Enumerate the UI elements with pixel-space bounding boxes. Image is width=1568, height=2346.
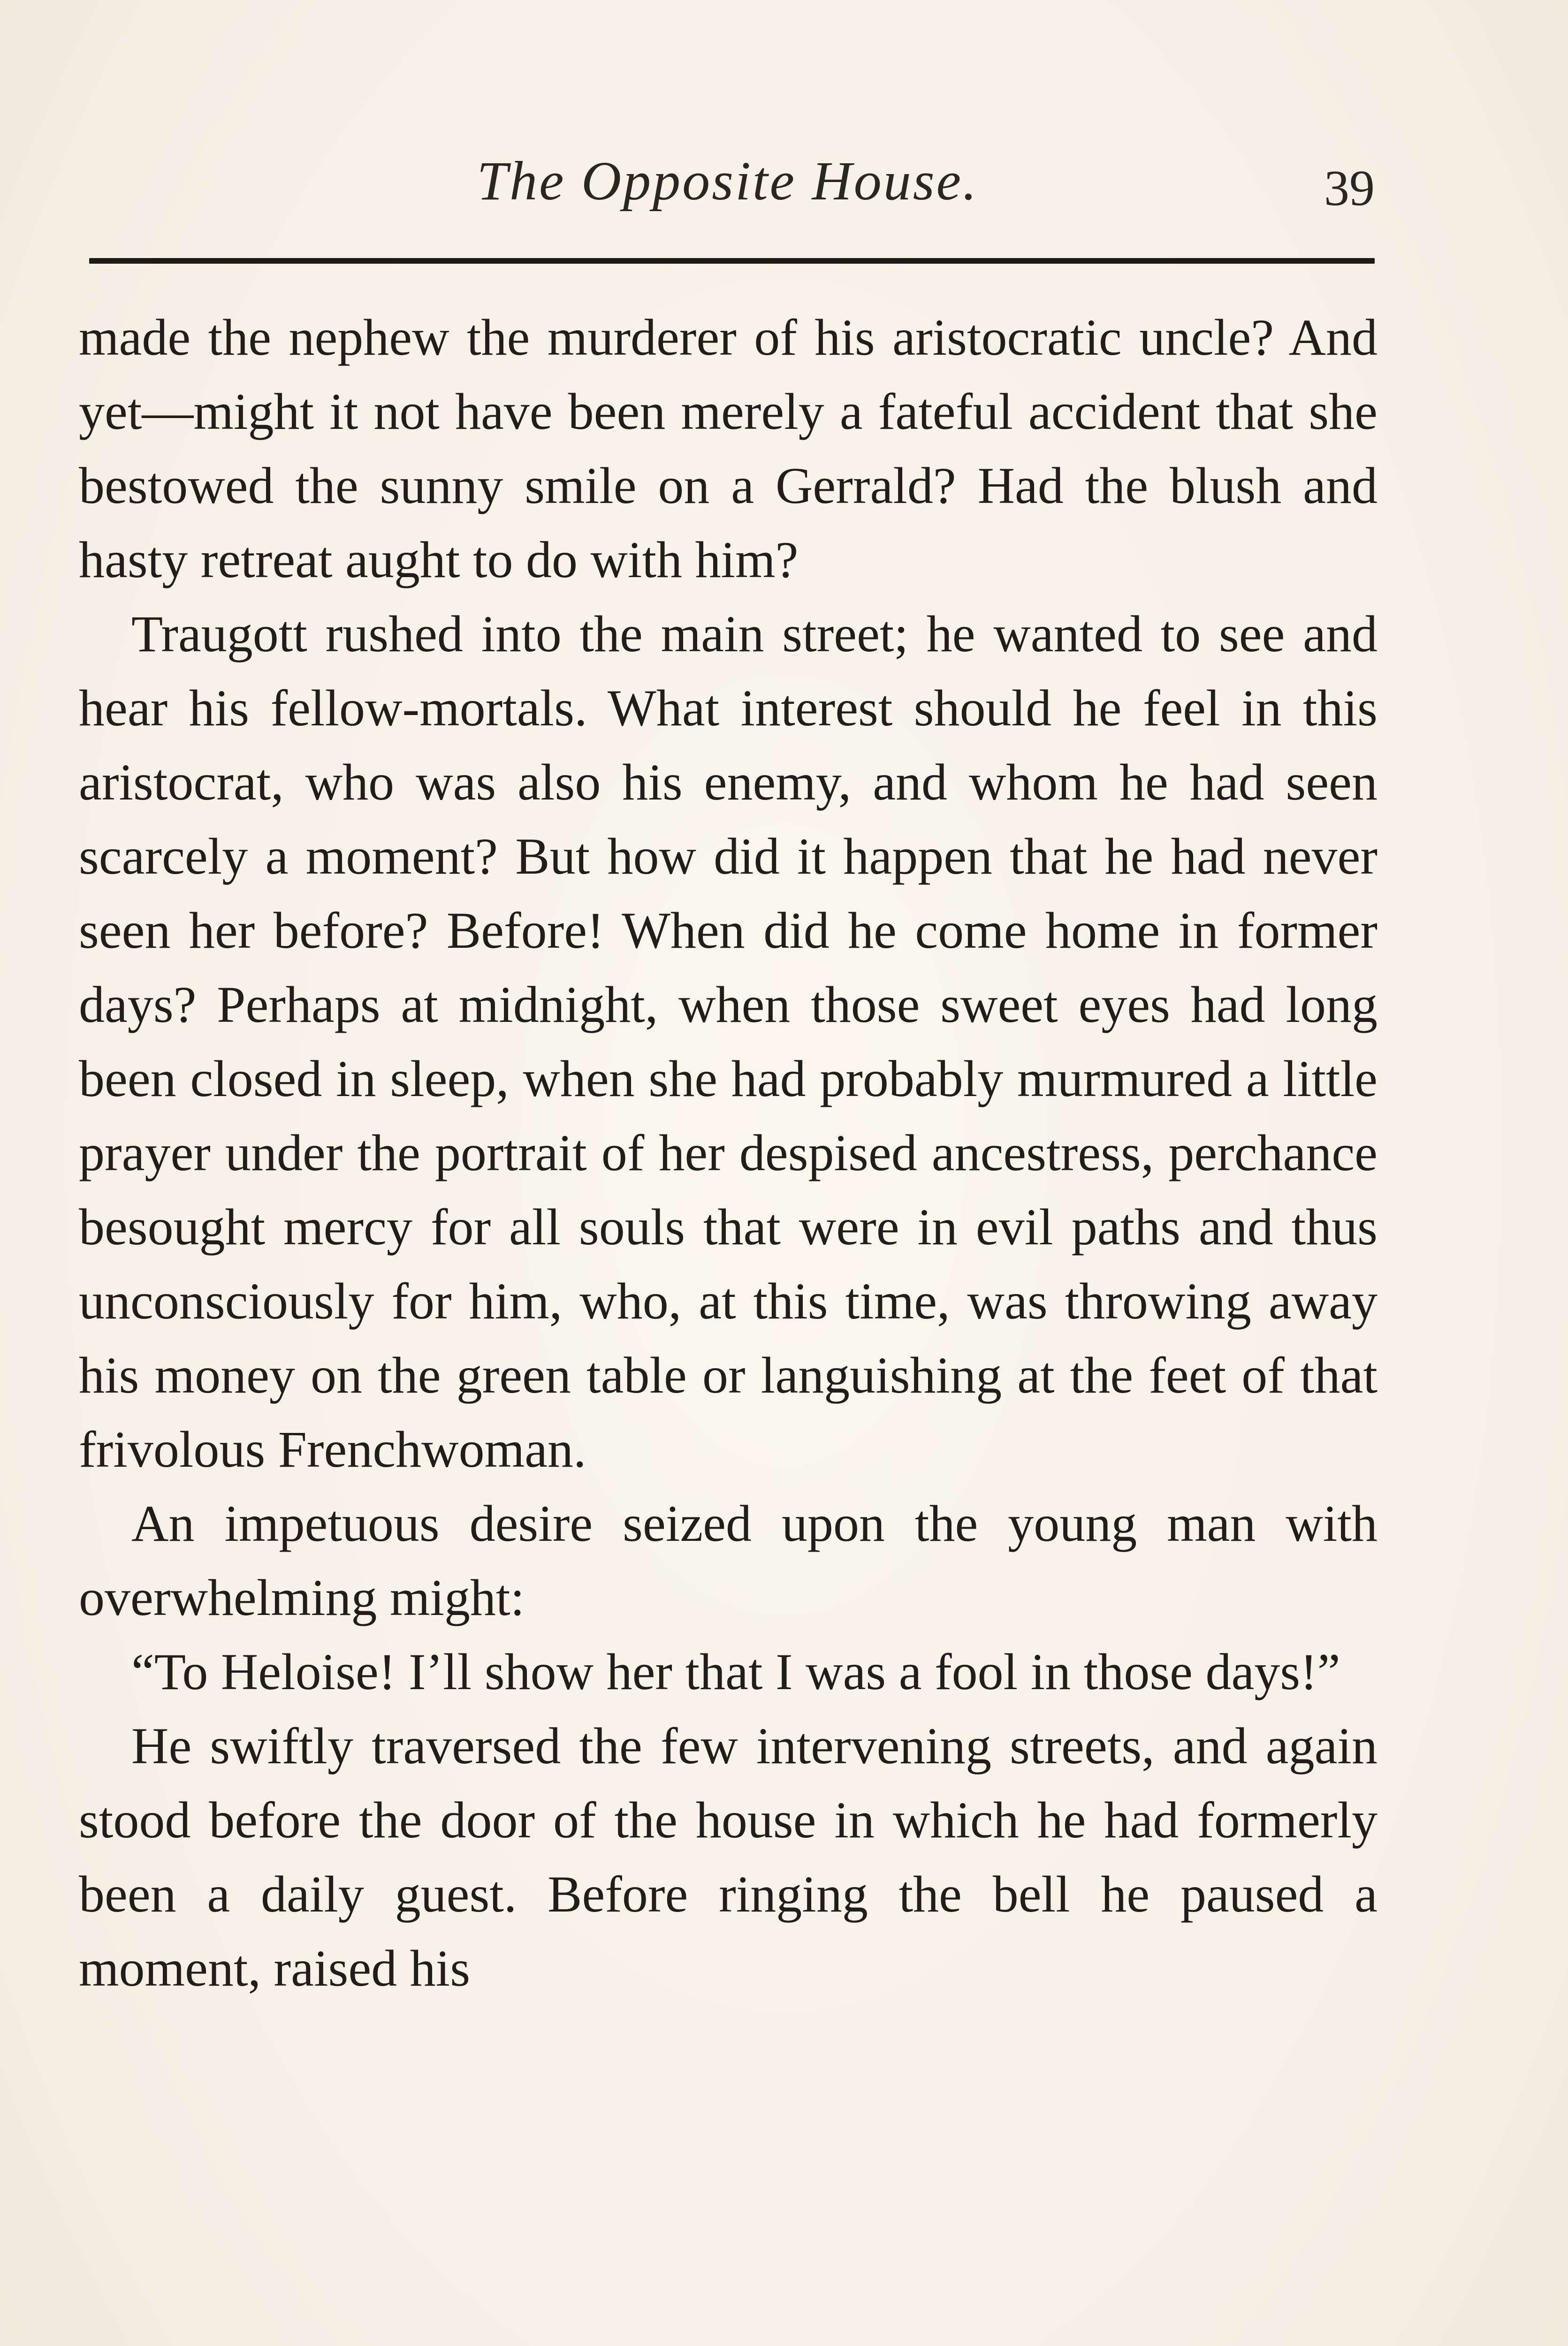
page-number: 39 — [1324, 160, 1375, 216]
paragraph-1: made the nephew the murderer of his aristocratic uncle? And yet—might it not have been merely a fateful accident that she bestowed the sunny smile on a Gerrald? Had the blush and hasty retreat aught to do with him? — [79, 309, 1378, 588]
paragraph-3: An impetuous desire seized upon the young man with overwhelming might: — [79, 1495, 1378, 1626]
running-head — [81, 149, 1375, 234]
paragraph-4: “To Heloise! I’ll show her that I was a fool in those days!” — [131, 1643, 1340, 1700]
paragraph-5: He swiftly traversed the few intervening streets, and again stood before the door of the house in which he had formerly been a daily guest. Before ringing the bell he paused a moment, raised his — [79, 1717, 1378, 1997]
running-title: The Opposite House. — [477, 150, 979, 212]
body-text — [79, 300, 1378, 2005]
paragraph-2: Traugott rushed into the main street; he wanted to see and hear his fellow-mortals. What interest should he feel in this aristocrat, who was also his enemy, and whom he had seen scarcely a moment? But how did it happen that he had never seen her before? Before! When did he come home in former days? Perhaps at midnight, when those sweet eyes had long been closed in sleep, when she had probably murmured a little prayer under the portrait of her despised ancestress, perchance besought mercy for all souls that were in evil paths and thus unconsciously for him, who, at this time, was throwing away his money on the green table or languishing at the feet of that frivolous Frenchwoman. — [79, 605, 1378, 1478]
header-rule — [89, 258, 1375, 264]
